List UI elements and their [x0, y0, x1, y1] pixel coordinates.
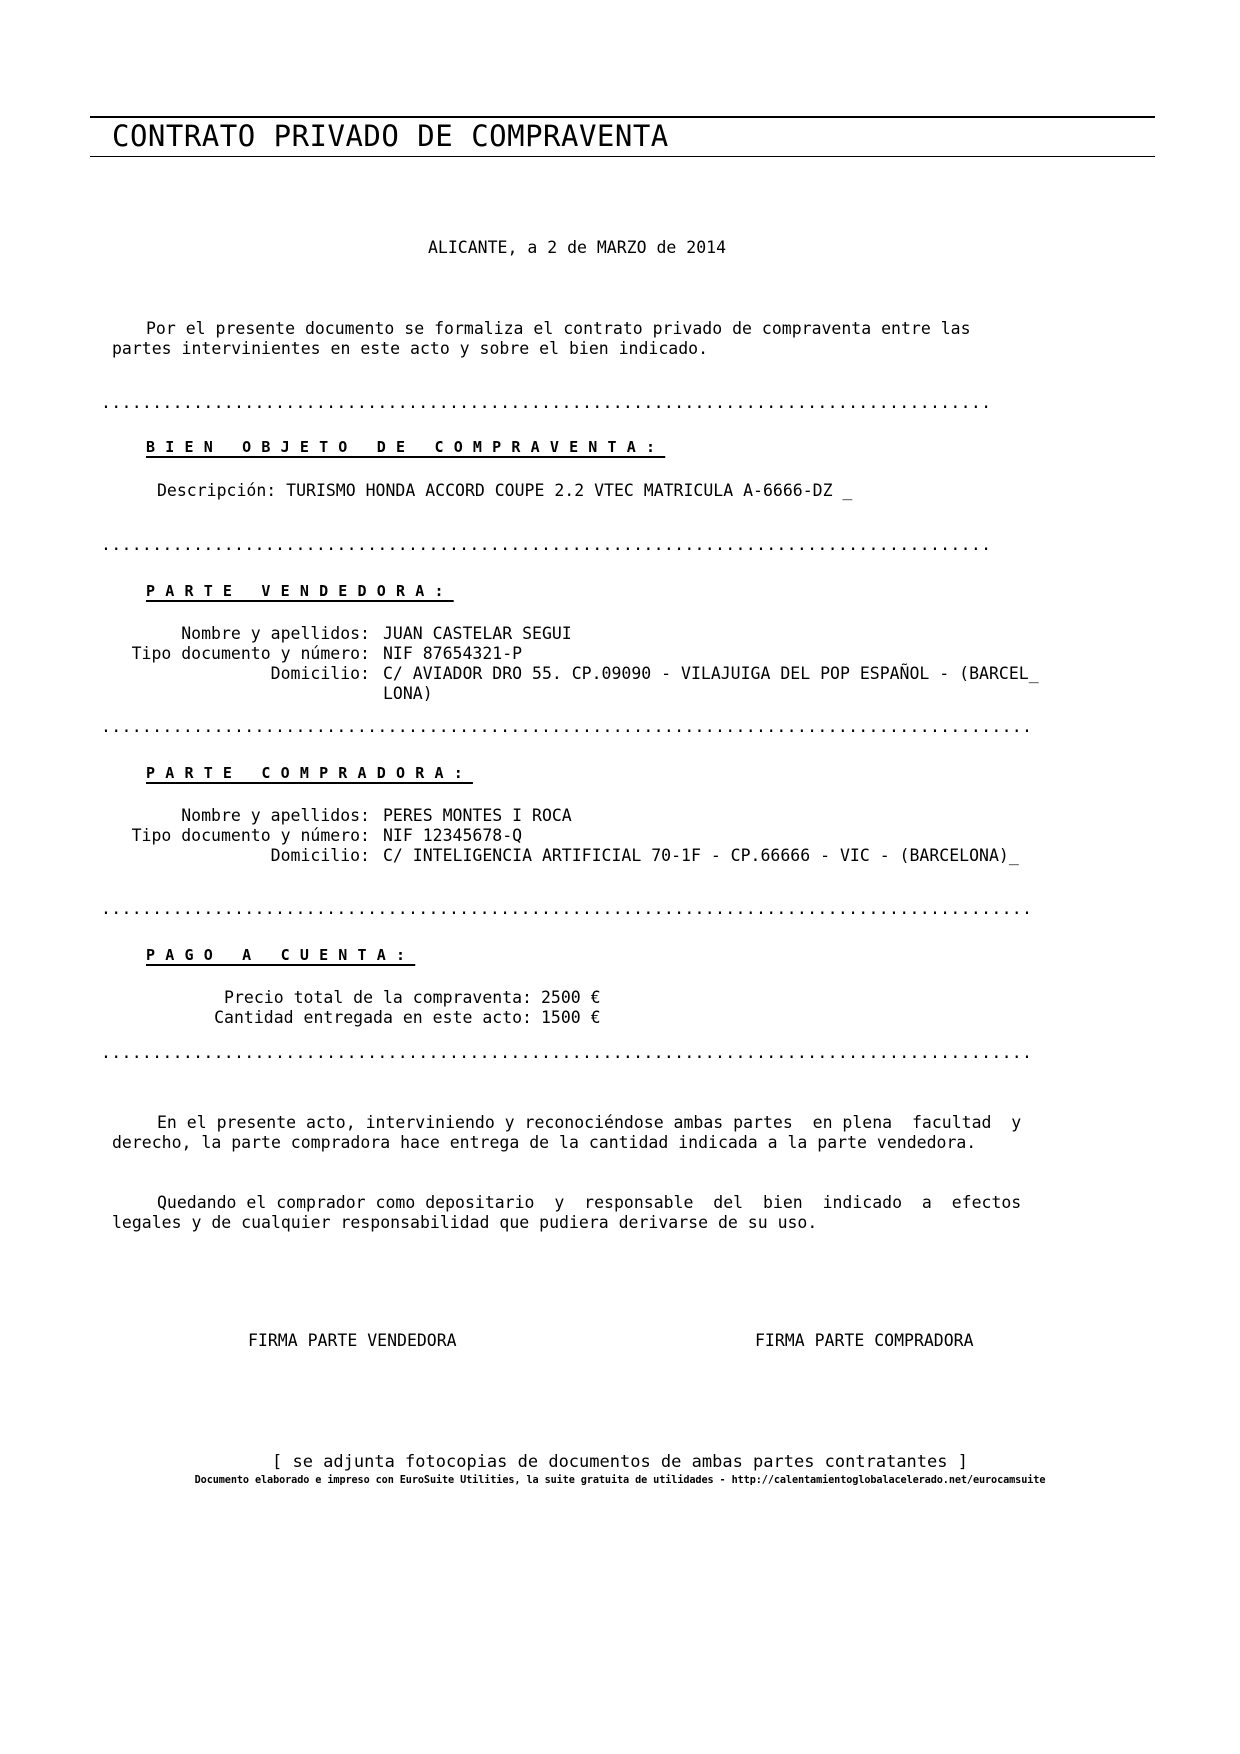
- pago-entregada: 1500 €: [541, 1008, 601, 1027]
- dotted-separator: ...........................................................................................: [101, 899, 1033, 918]
- compradora-doc: NIF 12345678-Q: [383, 826, 523, 845]
- vendedora-domicilio-line-2: LONA): [383, 684, 433, 703]
- dotted-separator: .......................................................................................: [101, 535, 992, 554]
- vendedora-doc: NIF 87654321-P: [383, 644, 523, 663]
- vendedora-domicilio-label: Domicilio:: [270, 664, 370, 683]
- bien-description: Descripción: TURISMO HONDA ACCORD COUPE 2.2 VTEC MATRICULA A-6666-DZ _: [157, 481, 853, 500]
- section-heading-pago: PAGO A CUENTA:: [146, 946, 416, 964]
- clausula-2-line-1: Quedando el comprador como depositario y responsable del bien indicado a efectos: [157, 1193, 1022, 1212]
- vendedora-doc-label: Tipo documento y número:: [131, 644, 370, 663]
- credit-line: Documento elaborado e impreso con EuroSuite Utilities, la suite gratuita de utilidades - http://calentamientoglobalacelerado.net/eurocamsuite: [194, 1475, 1046, 1486]
- section-heading-vendedora: PARTE VENDEDORA:: [146, 582, 454, 600]
- pago-total: 2500 €: [541, 988, 601, 1007]
- firma-vendedora-label: FIRMA PARTE VENDEDORA: [248, 1331, 457, 1350]
- clausula-1-line-2: derecho, la parte compradora hace entrega de la cantidad indicada a la parte vendedora.: [112, 1133, 977, 1152]
- section-heading-compradora: PARTE COMPRADORA:: [146, 764, 473, 782]
- dotted-separator: ...........................................................................................: [101, 1043, 1033, 1062]
- pago-entregada-label: Cantidad entregada en este acto:: [214, 1008, 532, 1027]
- adjunto-note: [ se adjunta fotocopias de documentos de ambas partes contratantes ]: [272, 1452, 968, 1472]
- dotted-separator: ...........................................................................................: [101, 717, 1033, 736]
- section-heading-bien: BIEN OBJETO DE COMPRAVENTA:: [146, 438, 666, 456]
- compradora-doc-label: Tipo documento y número:: [131, 826, 370, 845]
- clausula-1-line-1: En el presente acto, interviniendo y reconociéndose ambas partes en plena facultad y: [157, 1113, 1022, 1132]
- compradora-domicilio-label: Domicilio:: [270, 846, 370, 865]
- vendedora-nombre-label: Nombre y apellidos:: [181, 624, 370, 643]
- compradora-nombre: PERES MONTES I ROCA: [383, 806, 572, 825]
- vendedora-domicilio-line-1: C/ AVIADOR DRO 55. CP.09090 - VILAJUIGA DEL POP ESPAÑOL - (BARCEL_: [383, 664, 1039, 683]
- title-bottom-rule: [90, 156, 1155, 157]
- vendedora-nombre: JUAN CASTELAR SEGUI: [383, 624, 572, 643]
- clausula-2-line-2: legales y de cualquier responsabilidad que pudiera derivarse de su uso.: [112, 1213, 818, 1232]
- title-top-rule: [90, 116, 1155, 118]
- compradora-domicilio-line-1: C/ INTELIGENCIA ARTIFICIAL 70-1F - CP.66666 - VIC - (BARCELONA)_: [383, 846, 1019, 865]
- firma-compradora-label: FIRMA PARTE COMPRADORA: [755, 1331, 974, 1350]
- place-date: ALICANTE, a 2 de MARZO de 2014: [428, 238, 727, 257]
- intro-line-1: Por el presente documento se formaliza el contrato privado de compraventa entre las: [146, 319, 971, 338]
- dotted-separator: .......................................................................................: [101, 393, 992, 412]
- compradora-nombre-label: Nombre y apellidos:: [181, 806, 370, 825]
- pago-total-label: Precio total de la compraventa:: [224, 988, 532, 1007]
- document-title: CONTRATO PRIVADO DE COMPRAVENTA: [112, 119, 669, 153]
- intro-line-2: partes intervinientes en este acto y sobre el bien indicado.: [112, 339, 709, 358]
